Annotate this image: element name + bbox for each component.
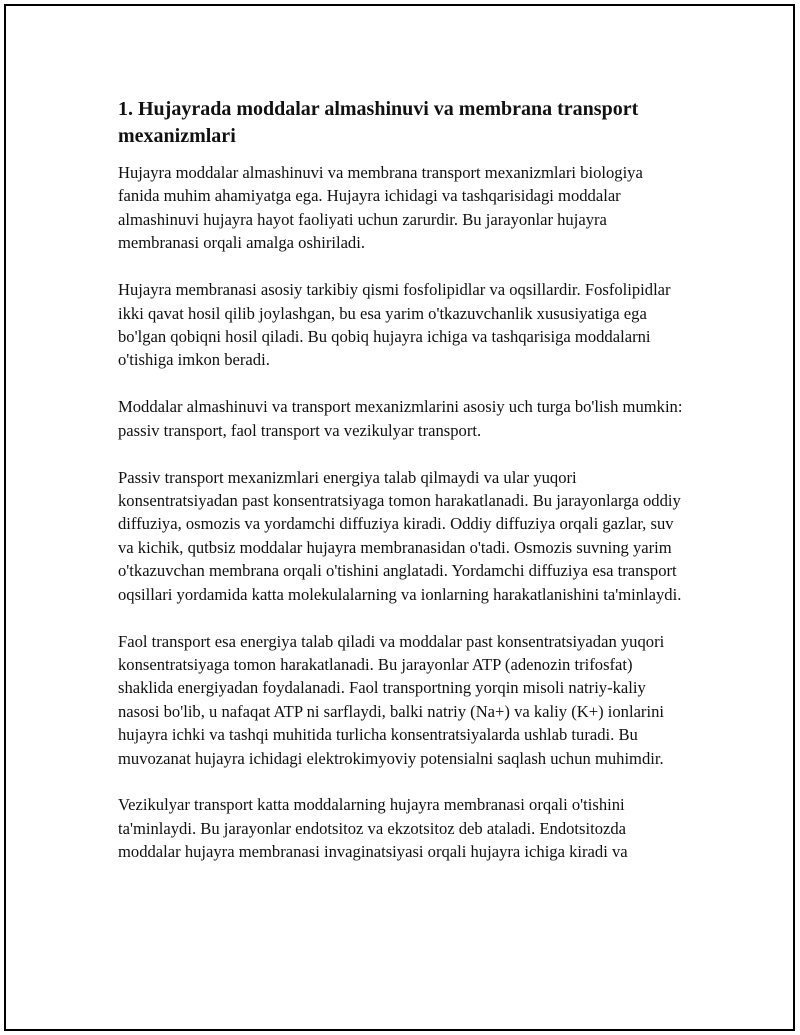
paragraph-intro: Hujayra moddalar almashinuvi va membrana transport mexanizmlari biologiya fanida muhim ahamiyatga ega. Hujayra ichidagi va tashqarisidagi moddalar almashinuvi hujayra hayot faoliyati uchun zarurdir. Bu jarayonlar hujayra membranasi orqali amalga oshiriladi.	[118, 163, 643, 253]
paragraph-passive-transport: Passiv transport mexanizmlari energiya talab qilmaydi va ular yuqori konsentratsiyadan past konsentratsiyaga tomon harakatlanadi. Bu jarayonlarga oddiy diffuziya, osmozis va yordamchi diffuziya kiradi. Oddiy diffuziya orqali gazlar, suv va kichik, qutbsiz moddalar hujayra membranasidan o'tadi. Osmozis suvning yarim o'tkazuvchan membrana orqali o'tishini anglatadi. Yordamchi diffuziya esa transport oqsillari yordamida katta molekulalarning va ionlarning harakatlanishini ta'minlaydi.	[118, 467, 682, 604]
paragraph-active-transport: Faol transport esa energiya talab qiladi va moddalar past konsentratsiyadan yuqori konsentratsiyaga tomon harakatlanadi. Bu jarayonlar ATP (adenozin trifosfat) shaklida energiyadan foydalanadi. Faol transportning yorqin misoli natriy-kaliy nasosi bo'lib, u nafaqat ATP ni sarflaydi, balki natriy (Na+) va kaliy (K+) ionlarini hujayra ichki va tashqi muhitida turlicha konsentratsiyalarda ushlab turadi. Bu muvozanat hujayra ichidagi elektrokimyoviy potensialni saqlash uchun muhimdir.	[118, 631, 665, 768]
paragraph-membrane: Hujayra membranasi asosiy tarkibiy qismi fosfolipidlar va oqsillardir. Fosfolipidlar ikki qavat hosil qilib joylashgan, bu esa yarim o'tkazuvchanlik xususiyatiga ega bo'lgan qobiqni hosil qiladi. Bu qobiq hujayra ichiga va tashqarisiga moddalarni o'tishiga imkon beradi.	[118, 280, 671, 370]
document-body	[118, 96, 688, 887]
section-heading: 1. Hujayrada moddalar almashinuvi va membrana transport mexanizmlari	[118, 98, 639, 147]
paragraph-transport-types: Moddalar almashinuvi va transport mexanizmlarini asosiy uch turga bo'lish mumkin: passiv transport, faol transport va vezikulyar transport.	[118, 397, 683, 440]
paragraph-vesicular-transport: Vezikulyar transport katta moddalarning hujayra membranasi orqali o'tishini ta'minlaydi. Bu jarayonlar endotsitoz va ekzotsitoz deb ataladi. Endotsitozda moddalar hujayra membranasi invaginatsiyasi orqali hujayra ichiga kiradi va	[118, 795, 628, 862]
